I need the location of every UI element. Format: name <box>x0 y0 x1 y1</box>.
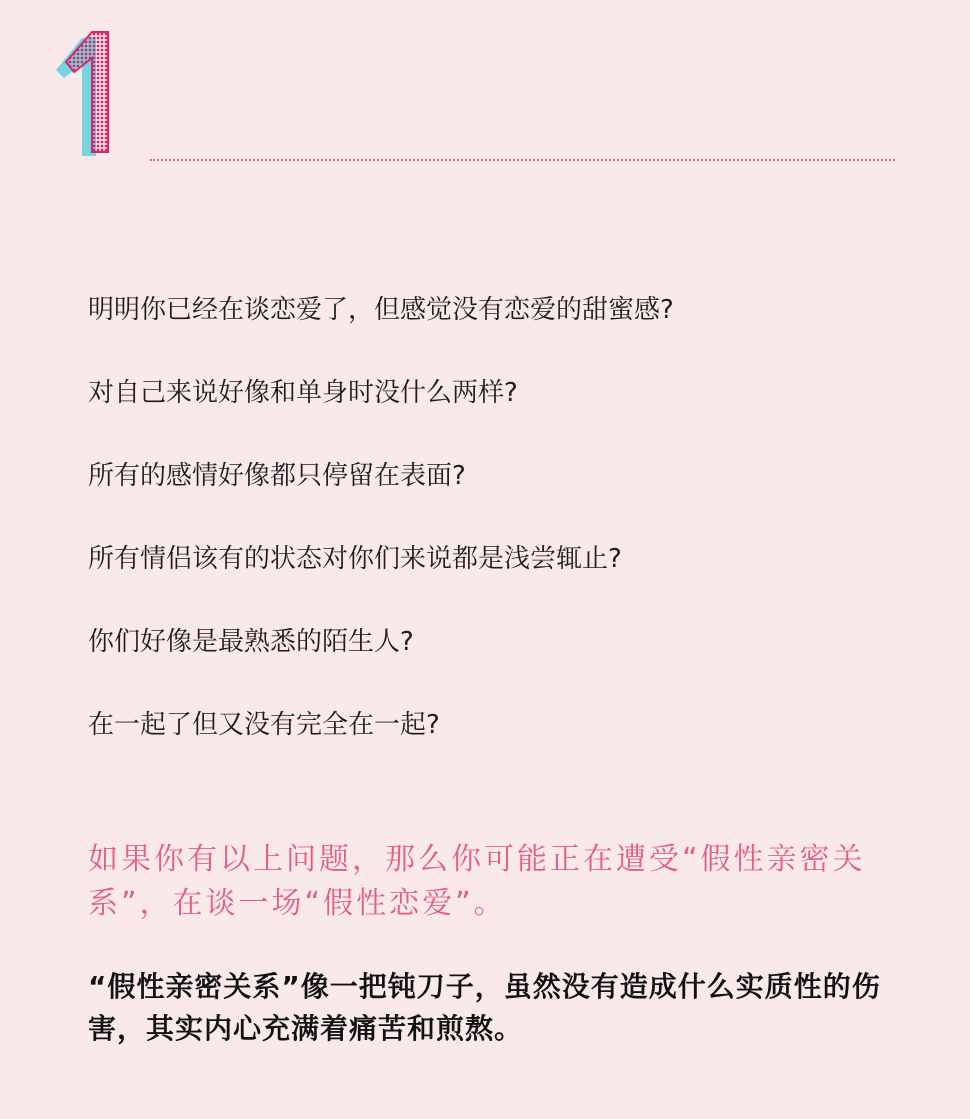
question-item: 你们好像是最熟悉的陌生人? <box>88 627 414 657</box>
question-item: 所有情侣该有的状态对你们来说都是浅尝辄止? <box>88 544 622 574</box>
section-number-1 <box>52 13 122 163</box>
question-item: 在一起了但又没有完全在一起? <box>88 710 440 740</box>
question-item: 明明你已经在谈恋爱了，但感觉没有恋爱的甜蜜感? <box>88 295 674 325</box>
svg-text:1: 1 <box>52 13 63 32</box>
section-divider <box>150 159 895 161</box>
question-item: 对自己来说好像和单身时没什么两样? <box>88 378 518 408</box>
closing-statement: “假性亲密关系”像一把钝刀子，虽然没有造成什么实质性的伤害，其实内心充满着痛苦和煎熬。 <box>88 970 881 1045</box>
question-list <box>88 292 674 790</box>
highlight-statement: 如果你有以上问题，那么你可能正在遭受“假性亲密关系”，在谈一场“假性恋爱”。 <box>88 842 866 921</box>
question-item: 所有的感情好像都只停留在表面? <box>88 461 466 491</box>
